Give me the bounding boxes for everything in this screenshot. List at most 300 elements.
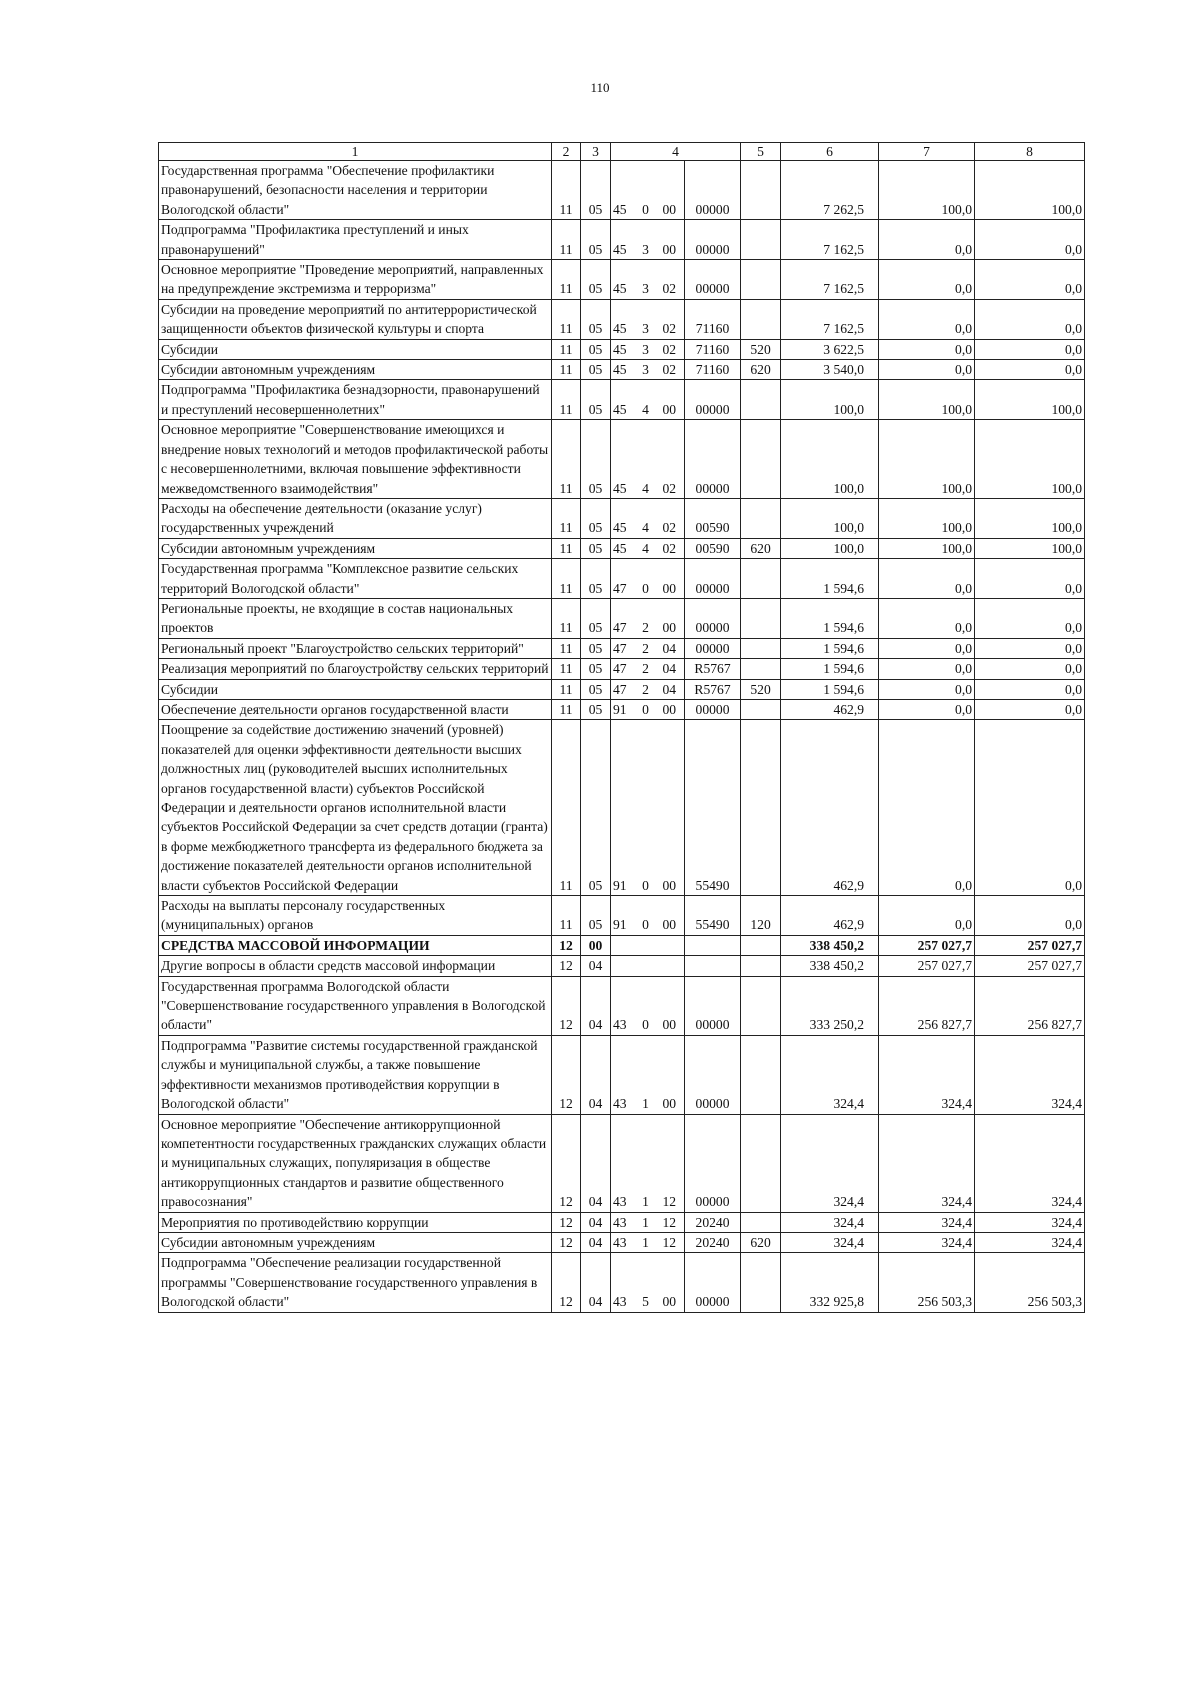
row-direction-code: 00000: [685, 420, 741, 499]
row-event-code: 02: [655, 339, 685, 359]
row-subsection-cell: 04: [581, 1232, 611, 1252]
row-amount-col8: 0,0: [975, 896, 1085, 936]
row-amount-col7: 0,0: [879, 360, 975, 380]
row-expense-type-cell: [741, 1114, 781, 1212]
row-amount-col7: 0,0: [879, 260, 975, 300]
row-expense-type-cell: 520: [741, 679, 781, 699]
row-program-code: 47: [611, 559, 637, 599]
row-event-code: [655, 935, 685, 955]
row-program-code: 43: [611, 1114, 637, 1212]
column-header: 2: [552, 143, 581, 161]
row-event-code: 04: [655, 659, 685, 679]
row-subsection-cell: 05: [581, 420, 611, 499]
row-expense-type-cell: [741, 935, 781, 955]
row-amount-col8: 100,0: [975, 380, 1085, 420]
row-amount-col7: 256 827,7: [879, 976, 975, 1035]
row-amount-col6: 7 162,5: [781, 299, 879, 339]
row-amount-col6: 1 594,6: [781, 659, 879, 679]
row-subprogram-code: 4: [637, 380, 655, 420]
row-subprogram-code: 2: [637, 638, 655, 658]
row-amount-col8: 324,4: [975, 1212, 1085, 1232]
row-event-code: 02: [655, 260, 685, 300]
row-direction-code: 00590: [685, 498, 741, 538]
row-section-cell: 12: [552, 1232, 581, 1252]
row-subprogram-code: 3: [637, 299, 655, 339]
row-direction-code: 00000: [685, 598, 741, 638]
row-name-cell: Субсидии: [159, 679, 552, 699]
table-row: [159, 299, 1085, 339]
row-expense-type-cell: [741, 380, 781, 420]
row-subprogram-code: 1: [637, 1212, 655, 1232]
row-section-cell: 11: [552, 638, 581, 658]
row-direction-code: 71160: [685, 360, 741, 380]
row-name-cell: Подпрограмма "Развитие системы государственной гражданской службы и муниципальной службы, а также повышение эффективности механизмов противодействия коррупции в Вологодской области": [159, 1035, 552, 1114]
row-program-code: 47: [611, 638, 637, 658]
row-direction-code: 00590: [685, 538, 741, 558]
row-subsection-cell: 05: [581, 679, 611, 699]
row-section-cell: 11: [552, 420, 581, 499]
row-name-cell: Подпрограмма "Профилактика безнадзорности, правонарушений и преступлений несовершеннолетних": [159, 380, 552, 420]
row-subprogram-code: 4: [637, 420, 655, 499]
row-amount-col6: 3 540,0: [781, 360, 879, 380]
row-amount-col8: 0,0: [975, 638, 1085, 658]
row-amount-col7: 0,0: [879, 679, 975, 699]
row-event-code: 04: [655, 638, 685, 658]
table-row: [159, 896, 1085, 936]
table-row: [159, 360, 1085, 380]
row-amount-col8: 324,4: [975, 1232, 1085, 1252]
row-expense-type-cell: [741, 699, 781, 719]
table-row: [159, 659, 1085, 679]
row-expense-type-cell: [741, 598, 781, 638]
row-amount-col7: 0,0: [879, 896, 975, 936]
row-amount-col6: 324,4: [781, 1232, 879, 1252]
row-amount-col8: 0,0: [975, 699, 1085, 719]
row-amount-col8: 0,0: [975, 220, 1085, 260]
row-amount-col8: 0,0: [975, 260, 1085, 300]
row-event-code: 02: [655, 360, 685, 380]
row-amount-col6: 7 262,5: [781, 161, 879, 220]
row-expense-type-cell: [741, 976, 781, 1035]
row-expense-type-cell: [741, 956, 781, 976]
row-amount-col7: 100,0: [879, 538, 975, 558]
row-amount-col8: 100,0: [975, 420, 1085, 499]
row-amount-col7: 0,0: [879, 720, 975, 896]
row-event-code: 00: [655, 976, 685, 1035]
row-program-code: 43: [611, 1035, 637, 1114]
row-program-code: 47: [611, 679, 637, 699]
row-amount-col6: 1 594,6: [781, 679, 879, 699]
row-name-cell: Государственная программа "Комплексное развитие сельских территорий Вологодской области": [159, 559, 552, 599]
row-section-cell: 12: [552, 1212, 581, 1232]
column-header: 1: [159, 143, 552, 161]
row-event-code: 00: [655, 559, 685, 599]
row-amount-col8: 0,0: [975, 299, 1085, 339]
row-amount-col7: 0,0: [879, 659, 975, 679]
row-event-code: 00: [655, 220, 685, 260]
row-expense-type-cell: [741, 220, 781, 260]
row-direction-code: 00000: [685, 1114, 741, 1212]
row-subprogram-code: 2: [637, 598, 655, 638]
row-name-cell: СРЕДСТВА МАССОВОЙ ИНФОРМАЦИИ: [159, 935, 552, 955]
row-program-code: 45: [611, 498, 637, 538]
row-expense-type-cell: [741, 1035, 781, 1114]
row-program-code: 45: [611, 260, 637, 300]
row-expense-type-cell: 520: [741, 339, 781, 359]
row-name-cell: Поощрение за содействие достижению значений (уровней) показателей для оценки эффективности деятельности высших должностных лиц (руководителей высших исполнительных органов государственной власти) субъектов Российской Федерации и деятельности органов исполнительной власти субъектов Российской Федерации за счет средств дотации (гранта) в форме межбюджетного трансферта из федерального бюджета за достижение показателей деятельности органов исполнительной власти субъектов Российской Федерации: [159, 720, 552, 896]
row-amount-col6: 100,0: [781, 498, 879, 538]
row-name-cell: Расходы на обеспечение деятельности (оказание услуг) государственных учреждений: [159, 498, 552, 538]
column-header: 8: [975, 143, 1085, 161]
row-section-cell: 12: [552, 956, 581, 976]
row-event-code: [655, 956, 685, 976]
row-amount-col8: 256 503,3: [975, 1253, 1085, 1312]
row-amount-col8: 0,0: [975, 360, 1085, 380]
row-name-cell: Субсидии автономным учреждениям: [159, 360, 552, 380]
row-name-cell: Обеспечение деятельности органов государственной власти: [159, 699, 552, 719]
row-expense-type-cell: [741, 1253, 781, 1312]
row-program-code: 45: [611, 220, 637, 260]
row-direction-code: R5767: [685, 679, 741, 699]
row-name-cell: Государственная программа Вологодской области "Совершенствование государственного управления в Вологодской области": [159, 976, 552, 1035]
row-subsection-cell: 04: [581, 1253, 611, 1312]
row-subsection-cell: 05: [581, 598, 611, 638]
row-amount-col7: 324,4: [879, 1212, 975, 1232]
table-row: [159, 976, 1085, 1035]
row-amount-col8: 0,0: [975, 679, 1085, 699]
table-row: [159, 538, 1085, 558]
row-expense-type-cell: [741, 260, 781, 300]
row-expense-type-cell: 620: [741, 360, 781, 380]
row-name-cell: Подпрограмма "Обеспечение реализации государственной программы "Совершенствование государственного управления в Вологодской области": [159, 1253, 552, 1312]
row-subsection-cell: 04: [581, 956, 611, 976]
table-row: [159, 339, 1085, 359]
row-program-code: 45: [611, 360, 637, 380]
row-name-cell: Основное мероприятие "Проведение мероприятий, направленных на предупреждение экстремизма и терроризма": [159, 260, 552, 300]
row-subsection-cell: 04: [581, 976, 611, 1035]
row-subsection-cell: 05: [581, 339, 611, 359]
row-direction-code: 20240: [685, 1232, 741, 1252]
row-amount-col8: 0,0: [975, 339, 1085, 359]
row-name-cell: Основное мероприятие "Совершенствование имеющихся и внедрение новых технологий и методов профилактической работы с несовершеннолетними, включая повышение эффективности межведомственного взаимодействия": [159, 420, 552, 499]
row-event-code: 00: [655, 896, 685, 936]
row-event-code: 00: [655, 720, 685, 896]
row-amount-col6: 7 162,5: [781, 220, 879, 260]
row-subsection-cell: 05: [581, 699, 611, 719]
row-direction-code: 00000: [685, 161, 741, 220]
row-amount-col7: 100,0: [879, 498, 975, 538]
row-amount-col6: 100,0: [781, 380, 879, 420]
row-direction-code: 00000: [685, 1253, 741, 1312]
row-amount-col8: 0,0: [975, 559, 1085, 599]
row-direction-code: 71160: [685, 299, 741, 339]
row-direction-code: 00000: [685, 976, 741, 1035]
table-row: [159, 559, 1085, 599]
row-expense-type-cell: [741, 498, 781, 538]
row-amount-col6: 7 162,5: [781, 260, 879, 300]
row-section-cell: 11: [552, 161, 581, 220]
row-amount-col6: 100,0: [781, 420, 879, 499]
row-amount-col7: 324,4: [879, 1035, 975, 1114]
row-section-cell: 11: [552, 598, 581, 638]
row-subsection-cell: 00: [581, 935, 611, 955]
row-program-code: 45: [611, 380, 637, 420]
row-section-cell: 12: [552, 935, 581, 955]
row-name-cell: Региональные проекты, не входящие в состав национальных проектов: [159, 598, 552, 638]
row-subsection-cell: 05: [581, 360, 611, 380]
row-section-cell: 11: [552, 679, 581, 699]
row-amount-col6: 338 450,2: [781, 956, 879, 976]
row-section-cell: 12: [552, 1114, 581, 1212]
row-event-code: 02: [655, 299, 685, 339]
row-amount-col6: 333 250,2: [781, 976, 879, 1035]
row-subprogram-code: 0: [637, 699, 655, 719]
row-direction-code: 00000: [685, 638, 741, 658]
row-amount-col8: 100,0: [975, 498, 1085, 538]
row-event-code: 00: [655, 161, 685, 220]
column-header: 5: [741, 143, 781, 161]
row-section-cell: 11: [552, 538, 581, 558]
row-subprogram-code: 3: [637, 360, 655, 380]
row-subprogram-code: 5: [637, 1253, 655, 1312]
table-row: [159, 1212, 1085, 1232]
row-amount-col6: 1 594,6: [781, 638, 879, 658]
row-section-cell: 11: [552, 699, 581, 719]
column-header: 3: [581, 143, 611, 161]
row-amount-col7: 0,0: [879, 699, 975, 719]
row-expense-type-cell: [741, 1212, 781, 1232]
row-amount-col8: 0,0: [975, 598, 1085, 638]
row-program-code: 43: [611, 976, 637, 1035]
row-section-cell: 11: [552, 380, 581, 420]
row-amount-col7: 100,0: [879, 380, 975, 420]
row-section-cell: 11: [552, 360, 581, 380]
row-section-cell: 11: [552, 498, 581, 538]
row-amount-col7: 100,0: [879, 161, 975, 220]
row-amount-col6: 324,4: [781, 1114, 879, 1212]
row-amount-col8: 0,0: [975, 720, 1085, 896]
row-amount-col6: 338 450,2: [781, 935, 879, 955]
row-section-cell: 12: [552, 976, 581, 1035]
table-row: [159, 699, 1085, 719]
row-subprogram-code: 1: [637, 1035, 655, 1114]
row-program-code: 45: [611, 538, 637, 558]
row-amount-col7: 256 503,3: [879, 1253, 975, 1312]
row-event-code: 12: [655, 1114, 685, 1212]
column-header: 4: [611, 143, 741, 161]
table-row: [159, 498, 1085, 538]
row-amount-col6: 1 594,6: [781, 598, 879, 638]
row-subprogram-code: 3: [637, 260, 655, 300]
row-amount-col8: 100,0: [975, 161, 1085, 220]
row-subprogram-code: 3: [637, 220, 655, 260]
row-amount-col6: 462,9: [781, 720, 879, 896]
row-name-cell: Мероприятия по противодействию коррупции: [159, 1212, 552, 1232]
row-direction-code: [685, 935, 741, 955]
row-amount-col7: 0,0: [879, 339, 975, 359]
column-header: 7: [879, 143, 975, 161]
row-section-cell: 11: [552, 299, 581, 339]
row-name-cell: Субсидии: [159, 339, 552, 359]
row-subprogram-code: 4: [637, 498, 655, 538]
row-name-cell: Субсидии на проведение мероприятий по антитеррористической защищенности объектов физической культуры и спорта: [159, 299, 552, 339]
row-subprogram-code: [637, 956, 655, 976]
row-direction-code: 00000: [685, 220, 741, 260]
row-event-code: 04: [655, 679, 685, 699]
row-expense-type-cell: [741, 420, 781, 499]
row-amount-col7: 0,0: [879, 638, 975, 658]
row-subprogram-code: [637, 935, 655, 955]
row-subsection-cell: 05: [581, 659, 611, 679]
row-direction-code: R5767: [685, 659, 741, 679]
row-program-code: [611, 935, 637, 955]
row-subprogram-code: 1: [637, 1232, 655, 1252]
row-amount-col7: 324,4: [879, 1232, 975, 1252]
row-amount-col6: 332 925,8: [781, 1253, 879, 1312]
table-row: [159, 1232, 1085, 1252]
row-name-cell: Региональный проект "Благоустройство сельских территорий": [159, 638, 552, 658]
row-subprogram-code: 1: [637, 1114, 655, 1212]
row-event-code: 00: [655, 1253, 685, 1312]
row-expense-type-cell: 120: [741, 896, 781, 936]
row-subsection-cell: 05: [581, 380, 611, 420]
row-name-cell: Расходы на выплаты персоналу государственных (муниципальных) органов: [159, 896, 552, 936]
row-program-code: 91: [611, 720, 637, 896]
row-amount-col8: 256 827,7: [975, 976, 1085, 1035]
row-amount-col8: 100,0: [975, 538, 1085, 558]
row-name-cell: Другие вопросы в области средств массовой информации: [159, 956, 552, 976]
table-row: [159, 720, 1085, 896]
row-event-code: 00: [655, 380, 685, 420]
row-section-cell: 11: [552, 260, 581, 300]
table-row: [159, 420, 1085, 499]
row-direction-code: 55490: [685, 896, 741, 936]
table-row: [159, 161, 1085, 220]
row-section-cell: 11: [552, 559, 581, 599]
row-amount-col6: 462,9: [781, 699, 879, 719]
row-subsection-cell: 05: [581, 896, 611, 936]
row-subprogram-code: 2: [637, 659, 655, 679]
table-row: [159, 956, 1085, 976]
row-amount-col7: 0,0: [879, 559, 975, 599]
row-program-code: 45: [611, 161, 637, 220]
row-section-cell: 12: [552, 1253, 581, 1312]
row-program-code: 91: [611, 896, 637, 936]
row-subsection-cell: 05: [581, 538, 611, 558]
row-amount-col8: 257 027,7: [975, 956, 1085, 976]
row-direction-code: 71160: [685, 339, 741, 359]
row-amount-col7: 0,0: [879, 598, 975, 638]
row-subsection-cell: 05: [581, 559, 611, 599]
table-body: [159, 161, 1085, 1313]
table-row: [159, 380, 1085, 420]
row-subprogram-code: 4: [637, 538, 655, 558]
row-expense-type-cell: [741, 638, 781, 658]
row-event-code: 12: [655, 1232, 685, 1252]
table-row: [159, 935, 1085, 955]
row-amount-col6: 324,4: [781, 1212, 879, 1232]
row-direction-code: 00000: [685, 559, 741, 599]
budget-table: [158, 142, 1085, 1313]
row-direction-code: 55490: [685, 720, 741, 896]
row-program-code: [611, 956, 637, 976]
row-amount-col7: 324,4: [879, 1114, 975, 1212]
row-event-code: 02: [655, 498, 685, 538]
column-header-row: [159, 143, 1085, 161]
row-name-cell: Государственная программа "Обеспечение профилактики правонарушений, безопасности населения и территории Вологодской области": [159, 161, 552, 220]
row-section-cell: 11: [552, 659, 581, 679]
row-expense-type-cell: 620: [741, 1232, 781, 1252]
row-section-cell: 11: [552, 896, 581, 936]
row-name-cell: Основное мероприятие "Обеспечение антикоррупционной компетентности государственных гражданских служащих области и муниципальных служащих, популяризация в обществе антикоррупционных стандартов и развитие общественного правосознания": [159, 1114, 552, 1212]
table-row: [159, 1253, 1085, 1312]
table-row: [159, 260, 1085, 300]
row-event-code: 00: [655, 1035, 685, 1114]
table-row: [159, 1114, 1085, 1212]
row-amount-col8: 257 027,7: [975, 935, 1085, 955]
row-amount-col6: 3 622,5: [781, 339, 879, 359]
row-event-code: 02: [655, 538, 685, 558]
page-number: 110: [590, 80, 610, 95]
row-amount-col8: 324,4: [975, 1114, 1085, 1212]
row-program-code: 47: [611, 598, 637, 638]
row-expense-type-cell: [741, 720, 781, 896]
row-program-code: 43: [611, 1232, 637, 1252]
row-section-cell: 12: [552, 1035, 581, 1114]
row-subprogram-code: 0: [637, 161, 655, 220]
row-name-cell: Субсидии автономным учреждениям: [159, 1232, 552, 1252]
row-subsection-cell: 05: [581, 161, 611, 220]
row-amount-col7: 100,0: [879, 420, 975, 499]
row-subprogram-code: 3: [637, 339, 655, 359]
row-name-cell: Реализация мероприятий по благоустройству сельских территорий: [159, 659, 552, 679]
row-amount-col7: 0,0: [879, 220, 975, 260]
row-program-code: 45: [611, 420, 637, 499]
row-subsection-cell: 04: [581, 1212, 611, 1232]
row-amount-col6: 324,4: [781, 1035, 879, 1114]
table-row: [159, 598, 1085, 638]
row-subsection-cell: 05: [581, 720, 611, 896]
row-subsection-cell: 05: [581, 220, 611, 260]
row-subsection-cell: 04: [581, 1035, 611, 1114]
row-direction-code: 20240: [685, 1212, 741, 1232]
row-amount-col6: 462,9: [781, 896, 879, 936]
row-amount-col8: 0,0: [975, 659, 1085, 679]
row-subprogram-code: 2: [637, 679, 655, 699]
row-direction-code: 00000: [685, 380, 741, 420]
row-amount-col6: 1 594,6: [781, 559, 879, 599]
row-section-cell: 11: [552, 220, 581, 260]
row-subsection-cell: 05: [581, 299, 611, 339]
row-direction-code: [685, 956, 741, 976]
row-subprogram-code: 0: [637, 976, 655, 1035]
row-event-code: 00: [655, 699, 685, 719]
row-expense-type-cell: 620: [741, 538, 781, 558]
row-section-cell: 11: [552, 339, 581, 359]
row-event-code: 02: [655, 420, 685, 499]
row-section-cell: 11: [552, 720, 581, 896]
table-row: [159, 679, 1085, 699]
row-name-cell: Субсидии автономным учреждениям: [159, 538, 552, 558]
table-row: [159, 1035, 1085, 1114]
row-program-code: 47: [611, 659, 637, 679]
row-direction-code: 00000: [685, 699, 741, 719]
row-subprogram-code: 0: [637, 559, 655, 599]
row-event-code: 12: [655, 1212, 685, 1232]
row-amount-col6: 100,0: [781, 538, 879, 558]
row-name-cell: Подпрограмма "Профилактика преступлений и иных правонарушений": [159, 220, 552, 260]
row-expense-type-cell: [741, 559, 781, 599]
